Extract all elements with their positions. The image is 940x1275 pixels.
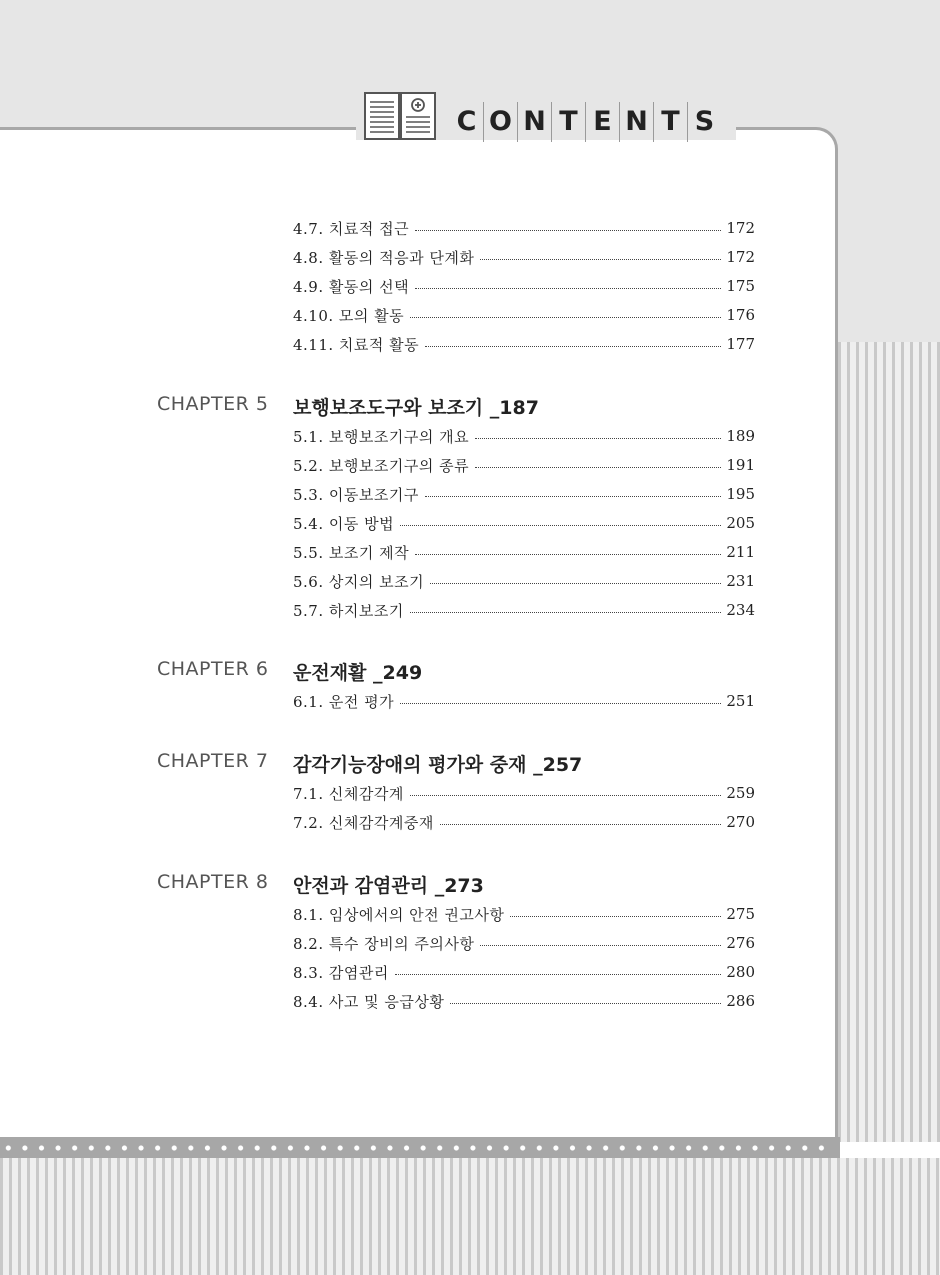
entry-label: 8.2. 특수 장비의 주의사항 — [293, 934, 475, 953]
dot-row-decoration — [0, 1143, 830, 1153]
entry-label: 7.2. 신체감각계중재 — [293, 813, 434, 832]
chapter-label: CHAPTER 7 — [157, 750, 269, 772]
leader-dots — [400, 703, 721, 704]
toc-entry[interactable] — [293, 598, 755, 622]
entry-page: 172 — [726, 219, 755, 237]
chapter-title[interactable]: 보행보조도구와 보조기 _187 — [293, 397, 539, 419]
leader-dots — [415, 230, 721, 231]
leader-dots — [415, 554, 721, 555]
leader-dots — [480, 259, 721, 260]
toc-entry[interactable] — [293, 689, 755, 713]
entry-page: 189 — [726, 427, 755, 445]
leader-dots — [410, 317, 721, 318]
toc-entry[interactable] — [293, 781, 755, 805]
entry-label: 8.3. 감염관리 — [293, 963, 389, 982]
chapter-label: CHAPTER 5 — [157, 393, 269, 415]
leader-dots — [475, 438, 721, 439]
entry-label: 7.1. 신체감각계 — [293, 784, 404, 803]
leader-dots — [440, 824, 722, 825]
entry-label: 4.11. 치료적 활동 — [293, 335, 420, 354]
chapter-label: CHAPTER 6 — [157, 658, 269, 680]
title-letter: E — [586, 102, 620, 142]
leader-dots — [415, 288, 721, 289]
entry-page: 205 — [726, 514, 755, 532]
toc-entry[interactable] — [293, 569, 755, 593]
entry-label: 5.6. 상지의 보조기 — [293, 572, 425, 591]
entry-label: 5.7. 하지보조기 — [293, 601, 404, 620]
entry-page: 177 — [726, 335, 755, 353]
leader-dots — [425, 496, 722, 497]
entry-page: 286 — [726, 992, 755, 1010]
toc-entry[interactable] — [293, 245, 755, 269]
entry-label: 8.1. 임상에서의 안전 권고사항 — [293, 905, 505, 924]
leader-dots — [450, 1003, 721, 1004]
entry-label: 8.4. 사고 및 응급상황 — [293, 992, 445, 1011]
toc-entry[interactable] — [293, 424, 755, 448]
leader-dots — [410, 795, 722, 796]
entry-label: 4.9. 활동의 선택 — [293, 277, 410, 296]
leader-dots — [400, 525, 721, 526]
entry-label: 4.10. 모의 활동 — [293, 306, 405, 325]
toc-entry[interactable] — [293, 960, 755, 984]
entry-page: 234 — [726, 601, 755, 619]
title-letter: C — [450, 102, 484, 142]
entry-page: 211 — [726, 543, 755, 561]
chapter-title[interactable]: 운전재활 _249 — [293, 662, 423, 684]
entry-page: 270 — [726, 813, 755, 831]
entry-label: 5.2. 보행보조기구의 종류 — [293, 456, 470, 475]
entry-page: 172 — [726, 248, 755, 266]
entry-page: 251 — [726, 692, 755, 710]
entry-label: 5.1. 보행보조기구의 개요 — [293, 427, 470, 446]
title-letter: T — [654, 102, 688, 142]
toc-entry[interactable] — [293, 274, 755, 298]
toc-entry[interactable] — [293, 810, 755, 834]
toc-entry[interactable] — [293, 216, 755, 240]
entry-page: 176 — [726, 306, 755, 324]
contents-title — [450, 102, 721, 142]
toc-entry[interactable] — [293, 931, 755, 955]
title-letter: N — [518, 102, 552, 142]
book-icon — [364, 92, 436, 140]
title-letter: O — [484, 102, 518, 142]
leader-dots — [425, 346, 721, 347]
leader-dots — [395, 974, 722, 975]
title-letter: T — [552, 102, 586, 142]
title-letter: S — [694, 106, 715, 137]
toc-entry[interactable] — [293, 332, 755, 356]
entry-label: 4.7. 치료적 접근 — [293, 219, 410, 238]
toc-entry[interactable] — [293, 511, 755, 535]
entry-label: 4.8. 활동의 적응과 단계화 — [293, 248, 475, 267]
toc-entry[interactable] — [293, 540, 755, 564]
entry-label: 6.1. 운전 평가 — [293, 692, 395, 711]
entry-label: 5.4. 이동 방법 — [293, 514, 395, 533]
entry-page: 175 — [726, 277, 755, 295]
leader-dots — [480, 945, 721, 946]
leader-dots — [430, 583, 721, 584]
leader-dots — [510, 916, 721, 917]
toc-entry[interactable] — [293, 989, 755, 1013]
entry-page: 275 — [726, 905, 755, 923]
leader-dots — [475, 467, 721, 468]
entry-label: 5.5. 보조기 제작 — [293, 543, 410, 562]
entry-page: 231 — [726, 572, 755, 590]
entry-page: 280 — [726, 963, 755, 981]
toc-entry[interactable] — [293, 303, 755, 327]
toc-entry[interactable] — [293, 482, 755, 506]
chapter-title[interactable]: 안전과 감염관리 _273 — [293, 875, 484, 897]
entry-page: 191 — [726, 456, 755, 474]
toc-entry[interactable] — [293, 453, 755, 477]
chapter-title[interactable]: 감각기능장애의 평가와 중재 _257 — [293, 754, 583, 776]
right-stripe-decoration — [838, 342, 940, 1142]
chapter-label: CHAPTER 8 — [157, 871, 269, 893]
leader-dots — [410, 612, 722, 613]
entry-label: 5.3. 이동보조기구 — [293, 485, 419, 504]
bottom-stripe-decoration — [0, 1158, 940, 1275]
toc-entry[interactable] — [293, 902, 755, 926]
entry-page: 195 — [726, 485, 755, 503]
entry-page: 259 — [726, 784, 755, 802]
title-letter: N — [620, 102, 654, 142]
entry-page: 276 — [726, 934, 755, 952]
